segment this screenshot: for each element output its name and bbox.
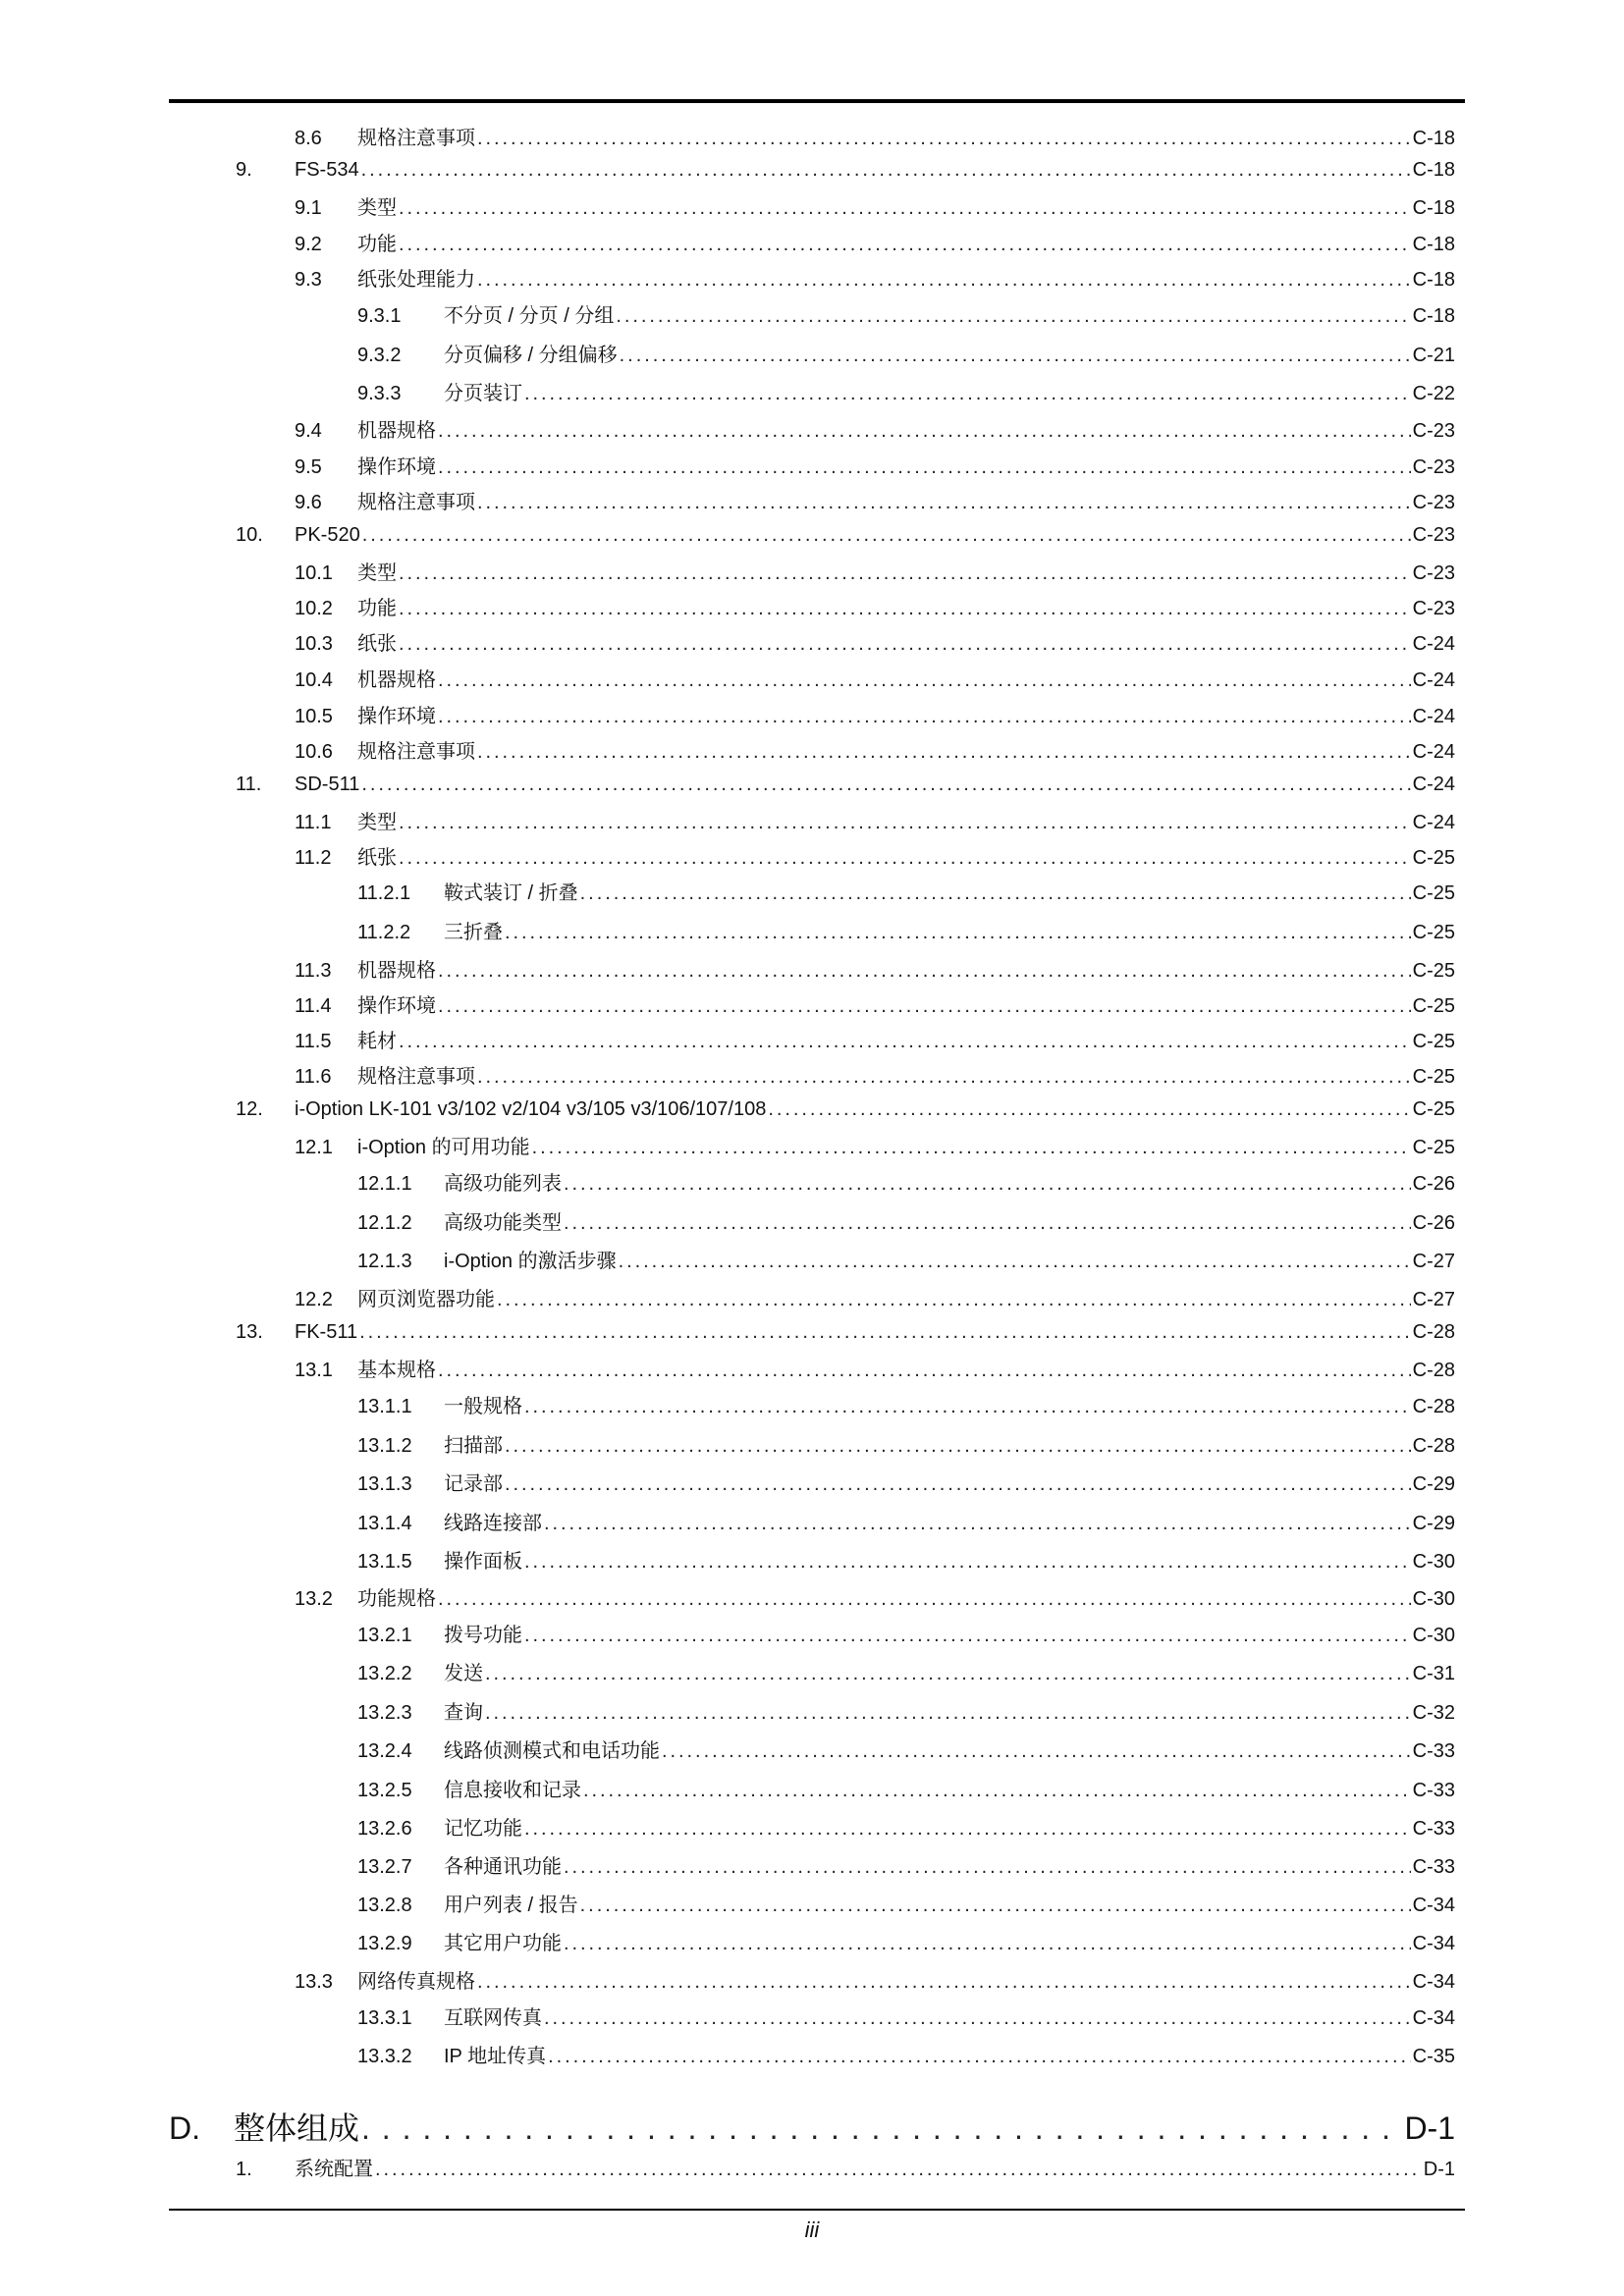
toc-entry-number: 13.3 [295,1971,333,1993]
toc-entry-page: C-25 [1412,1066,1455,1088]
toc-entry-page: C-24 [1412,669,1455,691]
toc-entry-number: 9.6 [295,492,322,513]
toc-entry-number: 9.3 [295,269,322,291]
dot-leader [477,125,1411,152]
toc-entry-number: 13.2 [295,1588,333,1610]
toc-entry-title: 信息接收和记录 [444,1780,581,1801]
dot-leader [399,231,1411,258]
toc-entry-number: 8.6 [295,128,322,149]
toc-entry[interactable] [0,957,1624,985]
toc-entry-page: C-34 [1412,1895,1455,1916]
toc-entry[interactable] [0,1063,1624,1091]
toc-entry-page: C-25 [1412,847,1455,869]
toc-entry-number: 12.2 [295,1289,333,1310]
toc-entry-number: 13.1.5 [357,1551,412,1573]
dot-leader [399,809,1411,836]
toc-entry-number: 11.2 [295,847,332,869]
toc-entry-number: 9.2 [295,234,322,255]
toc-entry-number: D. [169,2110,200,2146]
toc-entry[interactable] [0,1777,1624,1804]
toc-entry-page: C-23 [1412,562,1455,584]
toc-entry[interactable] [0,560,1624,587]
toc-entry[interactable] [0,521,1624,549]
dot-leader [505,1470,1411,1498]
dot-leader [524,1815,1411,1842]
dot-leader [768,1095,1410,1123]
toc-entry-title: 操作环境 [357,706,436,727]
toc-entry-title: 拨号功能 [444,1625,522,1646]
toc-entry-number: 13.3.1 [357,2007,412,2029]
toc-entry-title: 纸张 [357,633,397,655]
toc-entry-number: 11.1 [295,812,332,833]
dot-leader [359,1318,1411,1346]
toc-entry-title: 操作环境 [357,456,436,478]
toc-entry[interactable] [0,1095,1624,1123]
toc-chapter-entry[interactable] [0,2107,1624,2150]
dot-leader [548,2043,1411,2070]
toc-entry-title: 功能规格 [357,1588,436,1610]
toc-entry-number: 13.2.6 [357,1818,412,1840]
toc-entry-title: 机器规格 [357,960,436,982]
toc-entry[interactable] [0,738,1624,766]
toc-entry-title: 操作面板 [444,1551,522,1573]
toc-entry[interactable] [0,454,1624,481]
dot-leader [438,417,1411,445]
dot-leader [375,2156,1422,2183]
page-number: iii [804,2217,820,2242]
toc-entry[interactable] [0,1622,1624,1649]
toc-entry-page: C-30 [1412,1551,1455,1573]
toc-entry-number: 12.1.3 [357,1251,412,1272]
toc-entry[interactable] [0,1510,1624,1537]
toc-entry-number: 13. [236,1321,263,1343]
toc-entry[interactable] [0,342,1624,369]
toc-entry-title: 网络传真规格 [357,1971,475,1993]
dot-leader [438,1585,1411,1613]
toc-entry[interactable] [0,1432,1624,1460]
dot-leader [399,595,1411,622]
toc-entry-title: 线路连接部 [444,1513,542,1534]
dot-leader [362,521,1411,549]
dot-leader [361,156,1411,184]
toc-entry-page: C-24 [1412,774,1455,795]
toc-entry-number: 11.2.2 [357,922,411,943]
dot-leader [524,1393,1411,1420]
toc-entry-number: 10.1 [295,562,333,584]
dot-leader [564,1930,1411,1957]
toc-entry[interactable] [0,156,1624,184]
toc-entry-number: 11.6 [295,1066,332,1088]
dot-leader [438,957,1411,985]
toc-entry-number: 13.1.3 [357,1473,412,1495]
toc-entry-title: 规格注意事项 [357,128,475,149]
toc-entry-page: D-1 [1404,2110,1455,2146]
toc-entry[interactable] [0,2156,1624,2183]
toc-entry-page: C-32 [1412,1702,1455,1724]
toc-entry-title: 机器规格 [357,669,436,691]
toc-entry[interactable] [0,380,1624,407]
toc-entry-title: 分页偏移 / 分组偏移 [444,345,618,366]
toc-entry-page: C-31 [1412,1663,1455,1684]
toc-entry-page: C-25 [1412,1098,1455,1120]
toc-entry-page: C-28 [1412,1396,1455,1417]
dot-leader [485,1699,1411,1727]
toc-entry-title: 鞍式装订 / 折叠 [444,882,578,904]
toc-entry-title: 功能 [357,234,397,255]
toc-entry-title: 三折叠 [444,922,503,943]
toc-entry-number: 10.3 [295,633,333,655]
toc-entry-page: C-25 [1412,922,1455,943]
toc-entry[interactable] [0,231,1624,258]
toc-entry-page: C-25 [1412,1137,1455,1158]
toc-entry-page: C-30 [1412,1625,1455,1646]
dot-leader [580,880,1411,907]
dot-leader [438,703,1411,730]
toc-entry-page: C-22 [1412,383,1455,404]
dot-leader [505,919,1411,946]
toc-entry-page: C-34 [1412,1971,1455,1993]
toc-entry[interactable] [0,703,1624,730]
toc-entry-title: IP 地址传真 [444,2046,547,2067]
toc-entry-page: C-26 [1412,1173,1455,1195]
toc-entry-page: C-21 [1412,345,1455,366]
toc-entry-number: 13.2.4 [357,1740,412,1762]
toc-entry-title: 一般规格 [444,1396,522,1417]
toc-entry-page: C-23 [1412,456,1455,478]
toc-entry-page: D-1 [1423,2159,1455,2180]
dot-leader [544,2004,1411,2032]
toc-entry-title: PK-520 [295,524,360,546]
toc-entry-page: C-24 [1412,812,1455,833]
toc-entry-title: 不分页 / 分页 / 分组 [444,305,615,327]
toc-entry[interactable] [0,1737,1624,1765]
toc-entry-title: 规格注意事项 [357,741,475,763]
toc-entry[interactable] [0,1660,1624,1687]
toc-entry-number: 9. [236,159,252,181]
toc-entry[interactable] [0,1357,1624,1384]
toc-entry-number: 12. [236,1098,263,1120]
dot-leader [532,1134,1411,1161]
toc-entry-number: 13.1.2 [357,1435,412,1457]
toc-entry-page: C-34 [1412,1933,1455,1954]
toc-entry-page: C-28 [1412,1435,1455,1457]
toc-entry-page: C-18 [1412,128,1455,149]
toc-entry[interactable] [0,1248,1624,1275]
toc-entry-page: C-30 [1412,1588,1455,1610]
toc-entry-page: C-33 [1412,1780,1455,1801]
toc-entry-number: 13.2.7 [357,1856,412,1878]
toc-entry-page: C-18 [1412,305,1455,327]
toc-entry[interactable] [0,302,1624,330]
toc-entry-number: 11.3 [295,960,332,982]
toc-entry-number: 9.3.1 [357,305,402,327]
dot-leader [477,738,1411,766]
toc-entry-title: 纸张 [357,847,397,869]
toc-entry-page: C-28 [1412,1321,1455,1343]
toc-entry[interactable] [0,1930,1624,1957]
dot-leader [662,1737,1411,1765]
dot-leader [564,1170,1411,1198]
toc-entry-title: FK-511 [295,1321,358,1343]
toc-entry[interactable] [0,1892,1624,1919]
toc-entry-number: 13.3.2 [357,2046,412,2067]
toc-entry[interactable] [0,1134,1624,1161]
toc-entry[interactable] [0,667,1624,694]
toc-entry-title: 互联网传真 [444,2007,542,2029]
toc-entry[interactable] [0,125,1624,152]
footer-rule [169,2209,1465,2211]
toc-entry[interactable] [0,1209,1624,1237]
toc-entry[interactable] [0,2043,1624,2070]
dot-leader [361,771,1410,798]
toc-entry-title: 整体组成 [234,2110,360,2146]
dot-leader [438,992,1411,1020]
toc-entry[interactable] [0,489,1624,516]
toc-entry[interactable] [0,194,1624,222]
toc-entry-number: 13.2.9 [357,1933,412,1954]
toc-entry-page: C-18 [1412,269,1455,291]
toc-entry-title: 发送 [444,1663,483,1684]
toc-entry-page: C-18 [1412,159,1455,181]
toc-entry[interactable] [0,1853,1624,1881]
dot-leader [616,302,1410,330]
toc-entry-page: C-25 [1412,882,1455,904]
toc-entry-page: C-27 [1412,1289,1455,1310]
toc-entry-page: C-34 [1412,2007,1455,2029]
toc-entry-title: 记录部 [444,1473,503,1495]
dot-leader [399,194,1411,222]
toc-entry[interactable] [0,1170,1624,1198]
toc-entry-title: 纸张处理能力 [357,269,475,291]
dot-leader [505,1432,1411,1460]
toc-entry[interactable] [0,266,1624,294]
toc-entry-number: 10.2 [295,598,333,619]
toc-entry-title: 高级功能列表 [444,1173,562,1195]
toc-entry-number: 10.4 [295,669,333,691]
toc-entry-title: 网页浏览器功能 [357,1289,495,1310]
dot-leader [544,1510,1411,1537]
toc-entry-number: 13.1.1 [357,1396,412,1417]
toc-entry[interactable] [0,630,1624,658]
toc-entry-title: 分页装订 [444,383,522,404]
dot-leader [399,630,1411,658]
toc-entry[interactable] [0,1968,1624,1996]
dot-leader [620,342,1411,369]
toc-entry-title: 规格注意事项 [357,492,475,513]
toc-entry[interactable] [0,992,1624,1020]
toc-entry-title: i-Option 的激活步骤 [444,1251,617,1272]
toc-entry-title: 各种通讯功能 [444,1856,562,1878]
toc-entry[interactable] [0,1028,1624,1055]
toc-entry-title: 系统配置 [295,2159,373,2180]
toc-entry-number: 9.3.3 [357,383,402,404]
toc-entry[interactable] [0,1699,1624,1727]
toc-entry[interactable] [0,809,1624,836]
toc-entry-title: 其它用户功能 [444,1933,562,1954]
toc-entry[interactable] [0,1393,1624,1420]
toc-entry[interactable] [0,919,1624,946]
toc-entry-title: i-Option LK-101 v3/102 v2/104 v3/105 v3/106/107/108 [295,1098,767,1120]
dot-leader [485,1660,1411,1687]
toc-entry-title: 类型 [357,812,397,833]
toc-entry-page: C-23 [1412,598,1455,619]
toc-entry-title: i-Option 的可用功能 [357,1137,530,1158]
toc-entry-title: 扫描部 [444,1435,503,1457]
toc-entry-number: 13.2.5 [357,1780,412,1801]
dot-leader [564,1853,1411,1881]
dot-leader [580,1892,1411,1919]
dot-leader [524,380,1411,407]
dot-leader [438,667,1411,694]
dot-leader [477,1968,1411,1996]
dot-leader [361,2107,1402,2150]
toc-entry-number: 12.1.1 [357,1173,412,1195]
toc-entry-title: 耗材 [357,1031,397,1052]
toc-entry-page: C-28 [1412,1360,1455,1381]
toc-entry-number: 11.5 [295,1031,332,1052]
toc-entry[interactable] [0,880,1624,907]
dot-leader [564,1209,1411,1237]
toc-entry-page: C-29 [1412,1513,1455,1534]
toc-entry[interactable] [0,2004,1624,2032]
toc-entry-page: C-24 [1412,741,1455,763]
toc-entry-page: C-33 [1412,1740,1455,1762]
toc-entry-number: 11.2.1 [357,882,411,904]
toc-entry-number: 9.4 [295,420,322,442]
dot-leader [524,1622,1411,1649]
dot-leader [524,1548,1411,1575]
toc-entry-title: 记忆功能 [444,1818,522,1840]
toc-entry-number: 11.4 [295,995,332,1017]
toc-entry-title: SD-511 [295,774,360,795]
toc-entry-title: 功能 [357,598,397,619]
toc-entry-number: 11. [236,774,262,795]
toc-entry-number: 10.6 [295,741,333,763]
toc-entry-number: 13.2.1 [357,1625,412,1646]
toc-entry[interactable] [0,1470,1624,1498]
toc-entry-title: 操作环境 [357,995,436,1017]
dot-leader [477,1063,1411,1091]
toc-entry-title: 机器规格 [357,420,436,442]
dot-leader [619,1248,1411,1275]
toc-entry-page: C-27 [1412,1251,1455,1272]
toc-entry-number: 9.1 [295,197,322,219]
toc-entry-page: C-25 [1412,995,1455,1017]
toc-entry-page: C-25 [1412,960,1455,982]
toc-entry[interactable] [0,1585,1624,1613]
toc-entry-number: 10. [236,524,263,546]
toc-entry-title: 用户列表 / 报告 [444,1895,578,1916]
toc-entry-number: 13.2.3 [357,1702,412,1724]
dot-leader [399,1028,1411,1055]
toc-entry-page: C-33 [1412,1818,1455,1840]
toc-entry-title: 线路侦测模式和电话功能 [444,1740,660,1762]
toc-entry-page: C-35 [1412,2046,1455,2067]
toc-entry-title: 基本规格 [357,1360,436,1381]
toc-entry-number: 9.3.2 [357,345,402,366]
dot-leader [477,266,1411,294]
toc-entry-number: 1. [236,2159,252,2180]
toc-entry-title: 高级功能类型 [444,1212,562,1234]
dot-leader [583,1777,1411,1804]
toc-entry-page: C-33 [1412,1856,1455,1878]
toc-entry-number: 13.2.8 [357,1895,412,1916]
dot-leader [438,454,1411,481]
toc-entry-page: C-26 [1412,1212,1455,1234]
toc-entry-title: FS-534 [295,159,359,181]
dot-leader [497,1286,1411,1313]
toc-entry-page: C-18 [1412,234,1455,255]
toc-entry-title: 规格注意事项 [357,1066,475,1088]
toc-entry-number: 13.2.2 [357,1663,412,1684]
dot-leader [477,489,1411,516]
toc-entry-number: 13.1.4 [357,1513,412,1534]
toc-entry[interactable] [0,417,1624,445]
dot-leader [438,1357,1411,1384]
toc-entry-number: 12.1.2 [357,1212,412,1234]
toc-entry-page: C-24 [1412,706,1455,727]
dot-leader [399,844,1411,872]
dot-leader [399,560,1411,587]
toc-entry-number: 13.1 [295,1360,333,1381]
toc-entry-title: 类型 [357,197,397,219]
toc-entry-page: C-18 [1412,197,1455,219]
toc-entry-page: C-23 [1412,420,1455,442]
toc-entry[interactable] [0,1318,1624,1346]
toc-entry-title: 类型 [357,562,397,584]
toc-entry[interactable] [0,1548,1624,1575]
toc-entry-page: C-23 [1412,524,1455,546]
toc-entry[interactable] [0,844,1624,872]
toc-entry-page: C-25 [1412,1031,1455,1052]
toc-entry[interactable] [0,1286,1624,1313]
toc-entry-number: 10.5 [295,706,333,727]
toc-entry[interactable] [0,595,1624,622]
toc-entry-page: C-23 [1412,492,1455,513]
toc-entry-page: C-29 [1412,1473,1455,1495]
toc-entry[interactable] [0,1815,1624,1842]
toc-entry-number: 12.1 [295,1137,333,1158]
toc-entry-number: 9.5 [295,456,322,478]
toc-entry-page: C-24 [1412,633,1455,655]
toc-entry-title: 查询 [444,1702,483,1724]
toc-entry[interactable] [0,771,1624,798]
